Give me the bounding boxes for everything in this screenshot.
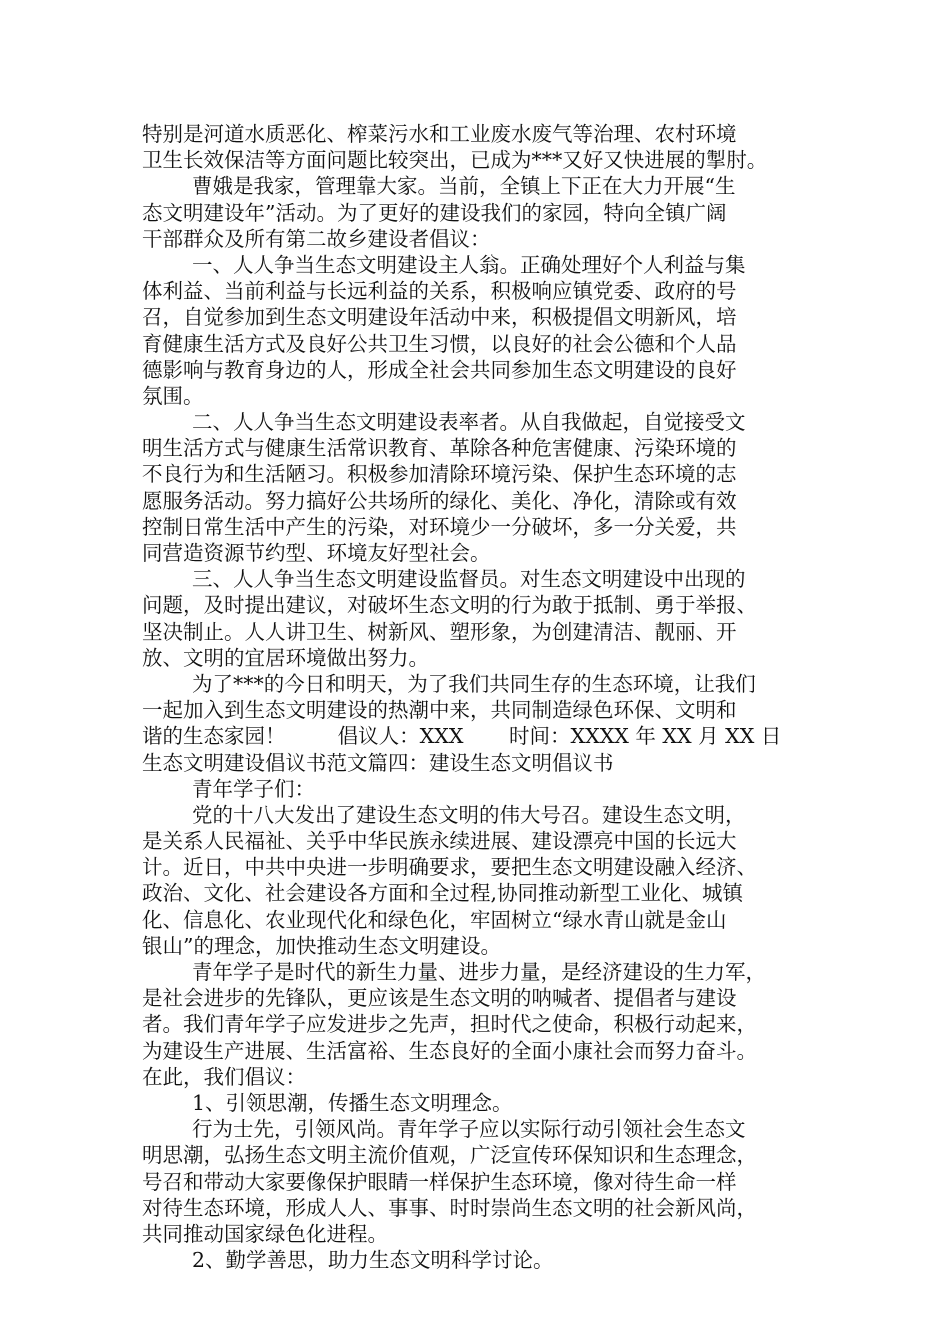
- text-line: 态文明建设年”活动。为了更好的建设我们的家园，特向全镇广阔: [142, 200, 727, 225]
- text-line: 谐的生态家园！ 倡议人：XXX 时间：XXXX 年 XX 月 XX 日: [142, 724, 782, 749]
- text-line: 二、人人争当生态文明建设表率者。从自我做起，自觉接受文: [192, 410, 746, 435]
- text-line: 化、信息化、农业现代化和绿色化，牢固树立“绿水青山就是金山: [142, 907, 727, 932]
- text-line: 三、人人争当生态文明建设监督员。对生态文明建设中出现的: [192, 567, 746, 592]
- text-line: 明思潮，弘扬生态文明主流价值观，广泛宣传环保知识和生态理念，: [142, 1143, 757, 1168]
- text-line: 对待生态环境，形成人人、事事、时时崇尚生态文明的社会新风尚，: [142, 1195, 757, 1220]
- text-line: 为建设生产进展、生活富裕、生态良好的全面小康社会而努力奋斗。: [142, 1038, 757, 1063]
- text-line: 氛围。: [142, 383, 204, 408]
- text-line: 召，自觉参加到生态文明建设年活动中来，积极提倡文明新风，培: [142, 305, 737, 330]
- text-line: 计。近日，中共中央进一步明确要求，要把生态文明建设融入经济、: [142, 855, 757, 880]
- text-line: 明生活方式与健康生活常识教育、革除各种危害健康、污染环境的: [142, 436, 737, 461]
- text-line: 银山”的理念，加快推动生态文明建设。: [142, 933, 501, 958]
- text-line: 卫生长效保洁等方面问题比较突出，已成为***又好又快进展的掣肘。: [142, 148, 768, 173]
- text-line: 放、文明的宜居环境做出努力。: [142, 645, 429, 670]
- text-line: 一、人人争当生态文明建设主人翁。正确处理好个人利益与集: [192, 252, 746, 277]
- text-line: 愿服务活动。努力搞好公共场所的绿化、美化、净化，清除或有效: [142, 488, 737, 513]
- text-line: 青年学子们：: [192, 776, 315, 801]
- text-line: 行为士先，引领风尚。青年学子应以实际行动引领社会生态文: [192, 1117, 746, 1142]
- text-line: 问题，及时提出建议，对破坏生态文明的行为敢于抵制、勇于举报、: [142, 593, 757, 618]
- text-line: 号召和带动大家要像保护眼睛一样保护生态环境，像对待生命一样: [142, 1169, 737, 1194]
- text-line: 一起加入到生态文明建设的热潮中来，共同制造绿色环保、文明和: [142, 698, 737, 723]
- text-line: 在此，我们倡议：: [142, 1064, 306, 1089]
- text-line: 体利益、当前利益与长远利益的关系，积极响应镇党委、政府的号: [142, 279, 737, 304]
- document-page: [142, 121, 822, 1273]
- text-line: 育健康生活方式及良好公共卫生习惯，以良好的社会公德和个人品: [142, 331, 737, 356]
- text-line: 不良行为和生活陋习。积极参加清除环境污染、保护生态环境的志: [142, 462, 737, 487]
- text-line: 2、勤学善思，助力生态文明科学讨论。: [192, 1248, 554, 1273]
- text-line: 坚决制止。人人讲卫生、树新风、塑形象，为创建清洁、靓丽、开: [142, 619, 737, 644]
- text-line: 曹娥是我家，管理靠大家。当前，全镇上下正在大力开展“生: [192, 174, 736, 199]
- text-line: 生态文明建设倡议书范文篇四：建设生态文明倡议书: [142, 750, 614, 775]
- text-line: 是社会进步的先锋队，更应该是生态文明的呐喊者、提倡者与建设: [142, 986, 737, 1011]
- text-line: 青年学子是时代的新生力量、进步力量，是经济建设的生力军，: [192, 960, 766, 984]
- text-line: 是关系人民福祉、关乎中华民族永续进展、建设漂亮中国的长远大: [142, 829, 737, 854]
- text-line: 政治、文化、社会建设各方面和全过程,协同推动新型工业化、城镇: [142, 881, 744, 906]
- text-line: 为了***的今日和明天，为了我们共同生存的生态环境，让我们: [192, 671, 756, 696]
- text-line: 同营造资源节约型、环境友好型社会。: [142, 541, 491, 565]
- text-line: 共同推动国家绿色化进程。: [142, 1221, 388, 1246]
- text-line: 者。我们青年学子应发进步之先声，担时代之使命，积极行动起来，: [142, 1012, 757, 1037]
- text-line: 干部群众及所有第二故乡建设者倡议：: [142, 226, 491, 251]
- text-line: 控制日常生活中产生的污染，对环境少一分破坏，多一分关爱，共: [142, 514, 737, 539]
- text-line: 1、引领思潮，传播生态文明理念。: [192, 1090, 513, 1115]
- text-line: 德影响与教育身边的人，形成全社会共同参加生态文明建设的良好: [142, 357, 737, 382]
- text-line: 特别是河道水质恶化、榨菜污水和工业废水废气等治理、农村环境: [142, 122, 737, 146]
- text-line: 党的十八大发出了建设生态文明的伟大号召。建设生态文明，: [192, 802, 746, 827]
